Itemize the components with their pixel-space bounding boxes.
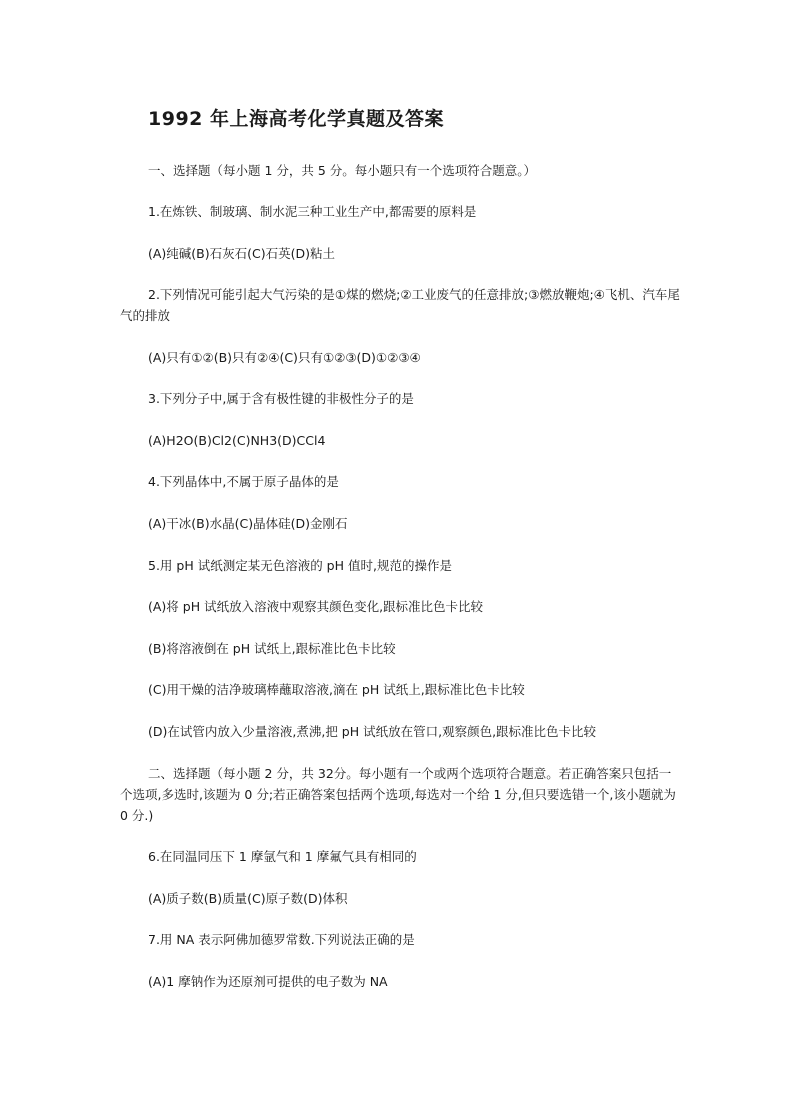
section-1-heading: 一、选择题（每小题 1 分，共 5 分。每小题只有一个选项符合题意。） <box>148 163 537 178</box>
question-5-option-b: (B)将溶液倒在 pH 试纸上,跟标准比色卡比较 <box>148 641 396 656</box>
question-3-options: (A)H2O(B)Cl2(C)NH3(D)CCl4 <box>148 433 326 448</box>
section-2-heading: 二、选择题（每小题 2 分，共 32分。每小题有一个或两个选项符合题意。若正确答案只包括一个选项,多选时,该题为 0 分;若正确答案包括两个选项,每选对一个给 1 分,但只要选错一个,该小题就为 0 分.) <box>120 766 676 823</box>
question-1-options: (A)纯碱(B)石灰石(C)石英(D)粘土 <box>148 246 335 261</box>
question-6: 6.在同温同压下 1 摩氩气和 1 摩氟气具有相同的 <box>148 849 417 864</box>
question-5: 5.用 pH 试纸测定某无色溶液的 pH 值时,规范的操作是 <box>148 558 452 573</box>
question-7: 7.用 NA 表示阿佛加德罗常数.下列说法正确的是 <box>148 932 415 947</box>
question-5-option-c: (C)用干燥的洁净玻璃棒蘸取溶液,滴在 pH 试纸上,跟标准比色卡比较 <box>148 682 525 697</box>
question-5-option-a: (A)将 pH 试纸放入溶液中观察其颜色变化,跟标准比色卡比较 <box>148 599 484 614</box>
question-5-option-d: (D)在试管内放入少量溶液,煮沸,把 pH 试纸放在管口,观察颜色,跟标准比色卡比较 <box>148 724 597 739</box>
question-1: 1.在炼铁、制玻璃、制水泥三种工业生产中,都需要的原料是 <box>148 204 477 219</box>
document-title: 1992 年上海高考化学真题及答案 <box>148 108 444 130</box>
question-7-option-a: (A)1 摩钠作为还原剂可提供的电子数为 NA <box>148 974 388 989</box>
question-3: 3.下列分子中,属于含有极性键的非极性分子的是 <box>148 391 414 406</box>
question-2-options: (A)只有①②(B)只有②④(C)只有①②③(D)①②③④ <box>148 350 421 365</box>
question-6-options: (A)质子数(B)质量(C)原子数(D)体积 <box>148 891 348 906</box>
question-4: 4.下列晶体中,不属于原子晶体的是 <box>148 474 339 489</box>
question-4-options: (A)干冰(B)水晶(C)晶体硅(D)金刚石 <box>148 516 348 531</box>
question-2: 2.下列情况可能引起大气污染的是①煤的燃烧;②工业废气的任意排放;③燃放鞭炮;④飞机、汽车尾气的排放 <box>120 287 680 323</box>
